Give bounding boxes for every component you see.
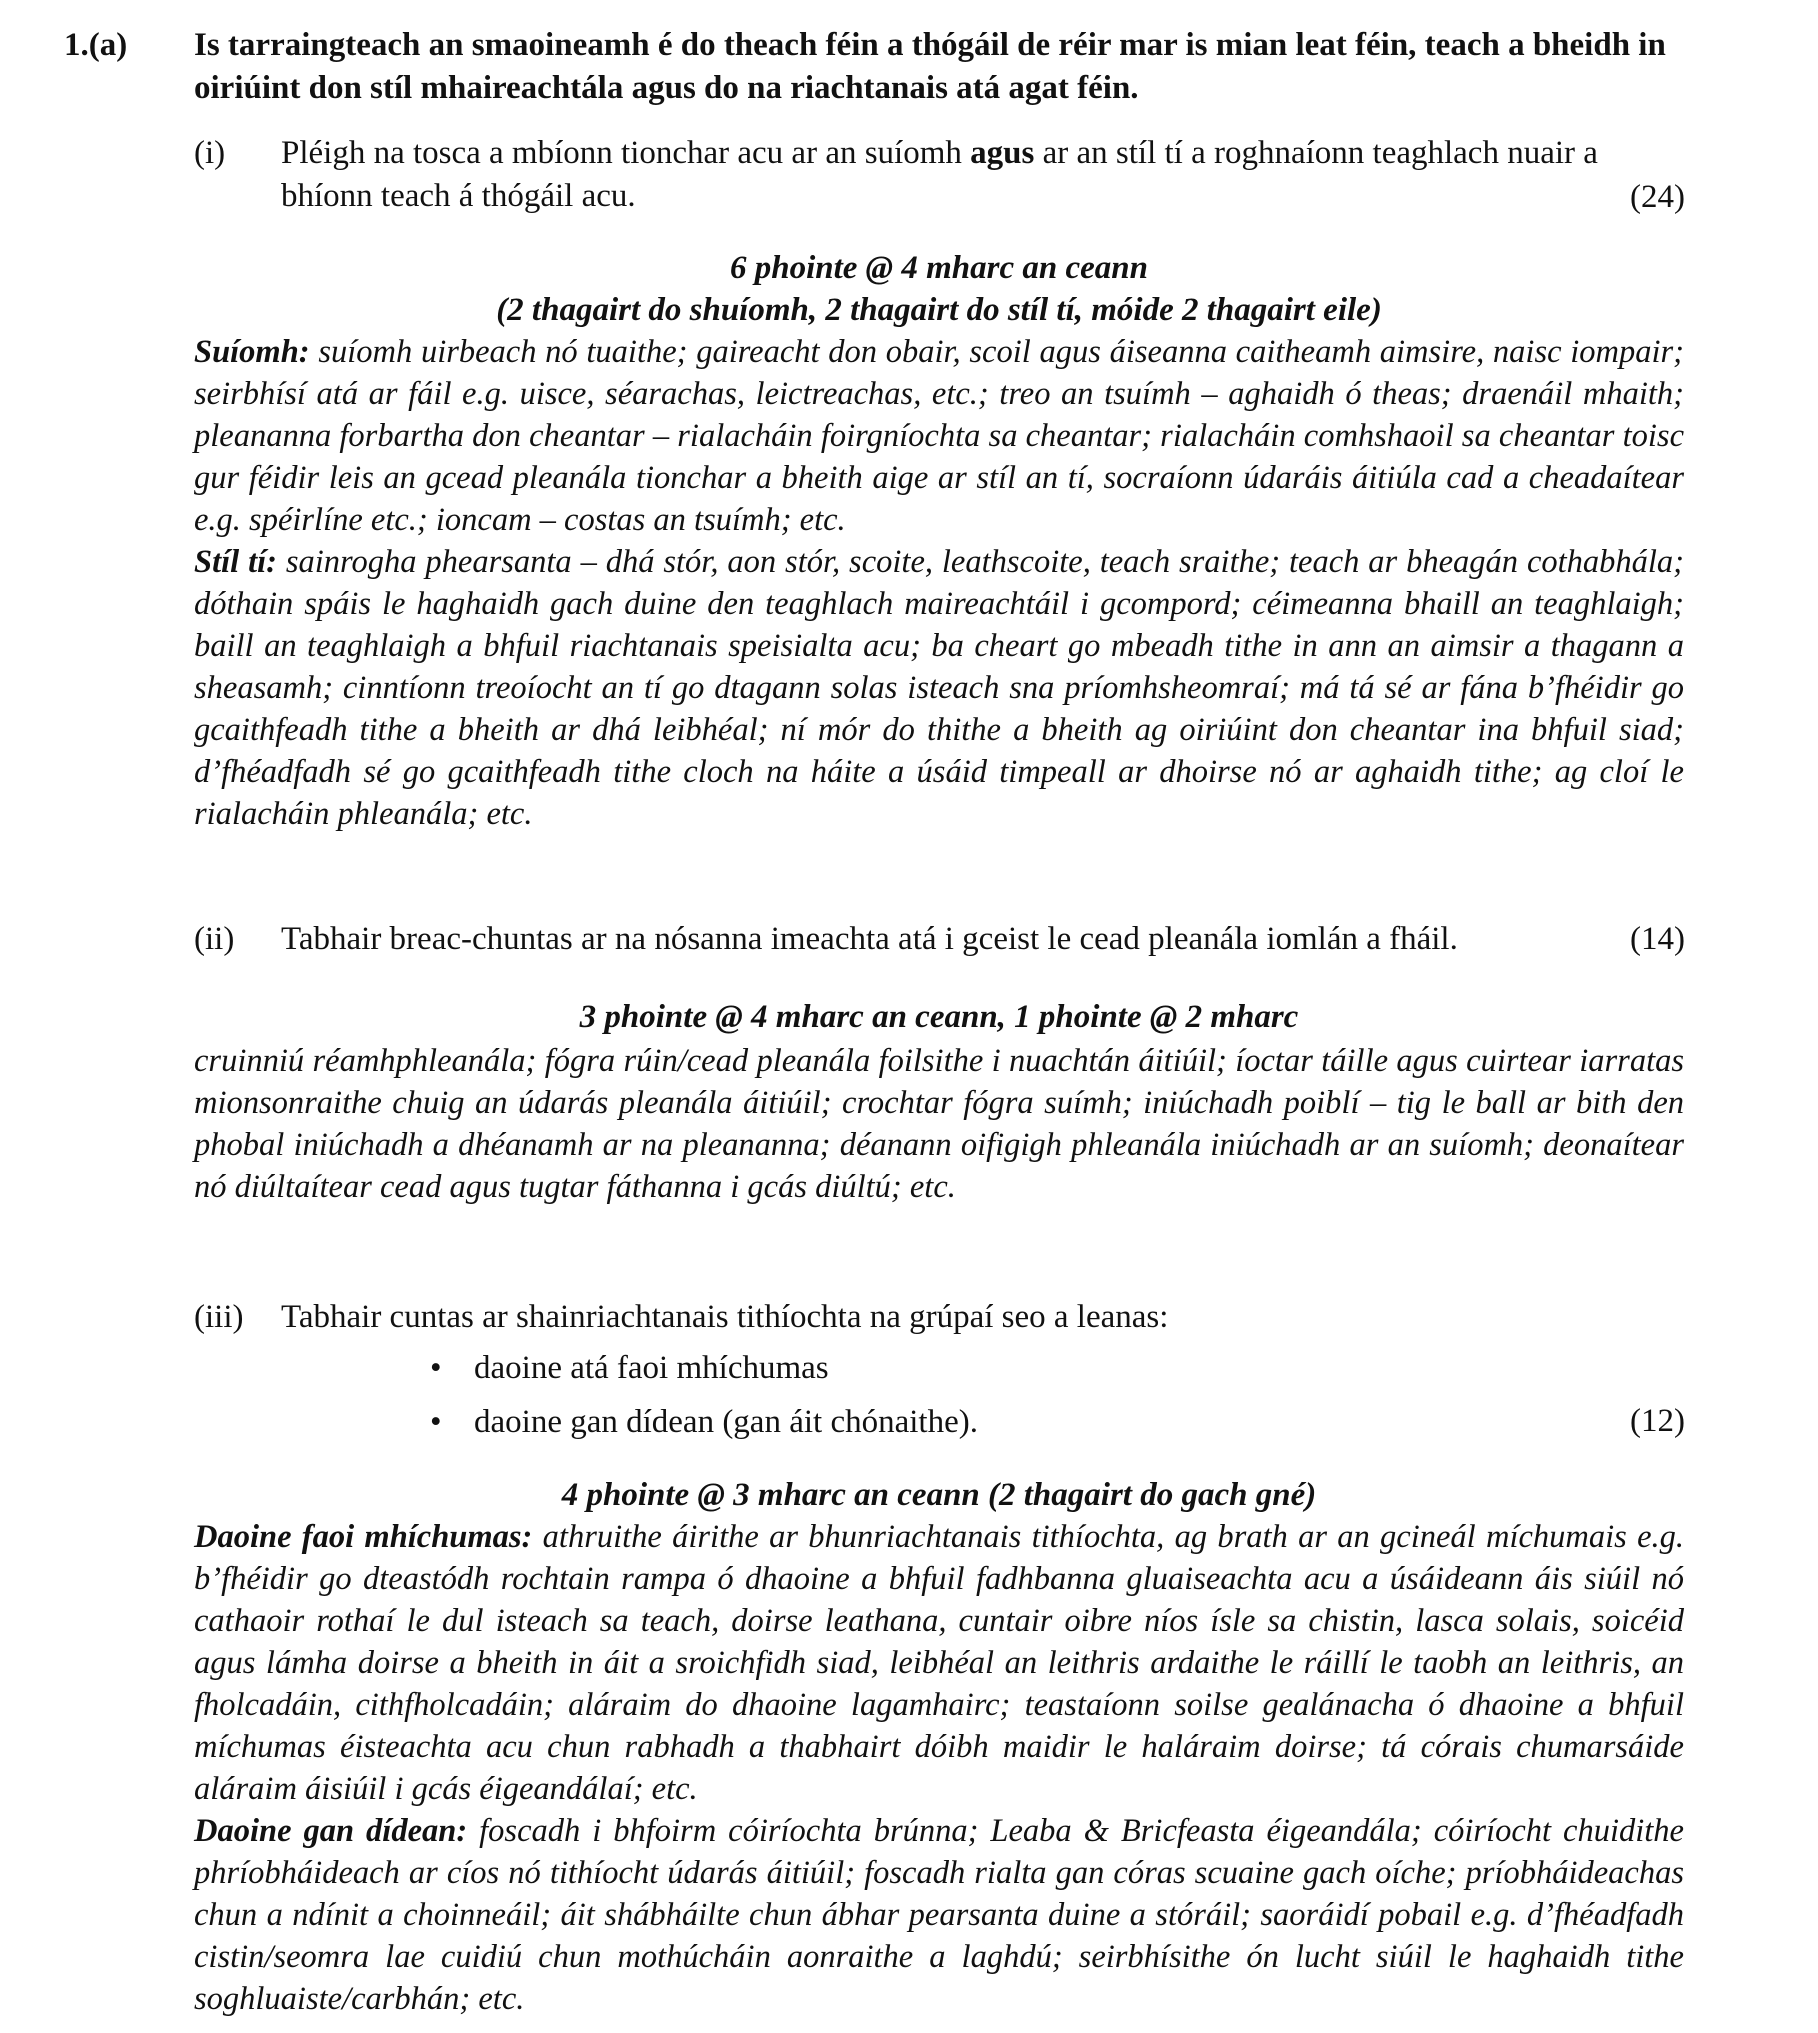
style-text: sainrogha phearsanta – dhá stór, aon stór, scoite, leathscoite, teach sraithe; teach ar bheagán cothabhála; dóthain spáis le haghaidh gach duine den teaghlach maireachtáil i gcompord; céimeanna bhaill an teaghlaigh; baill an teaghlaigh a bhfuil riachtanais speisialta acu; ba cheart go mbeadh tithe in ann an aimsir a thagann a sheasamh; cinntíonn treoíocht an tí go dtagann solas isteach sna príomhsheomraí; má tá sé ar fána b’fhéidir go gcaithfeadh tithe a bheith ar dhá leibhéal; ní mór do thithe a bheith ag oiriúint don cheantar ina bhfuil siad; d’fhéadfadh sé go gcaithfeadh tithe cloch na háite a úsáid timpeall ar dhoirse nó ar aghaidh tithe; ag cloí le rialacháin phleanála; etc. [194,544,1685,832]
part-ii-answer: cruinniú réamhphleanála; fógra rúin/cead pleanála foilsithe i nuachtán áitiúil; íoctar táille agus cuirtear iarratas mionsonraithe chuig an údarás pleanála áitiúil; crochtar fógra suímh; iniúchadh poiblí – tig le ball ar bith den phobal iniúchadh a dhéanamh ar na pleananna; déanann oifigigh phleanála iniúchadh ar an suíomh; deonaítear nó diúltaítear cead agus tugtar fáthanna i gcás diúltú; etc. [194,1043,1684,1205]
part-ii-text: Tabhair breac-chuntas ar na nósanna imeachta atá i gceist le cead pleanála iomlán a fháil. [281,921,1458,957]
homeless-text: foscadh i bhfoirm cóiríochta brúnna; Leaba & Bricfeasta éigeandála; cóiríocht chuidithe phríobháideach ar cíos nó tithíocht údarás áitiúil; foscadh rialta gan córas scuaine gach oíche; príobháideachas chun a ndínit a choinneáil; áit shábháilte chun ábhar pearsanta duine a stóráil; saoráidí pobail e.g. d’fhéadfadh cistin/seomra lae cuidiú chun mothúcháin aonraithe a laghdú; seirbhísithe ón lucht siúil le haghaidh tithe soghluaiste/carbhán; etc. [194,1813,1684,2017]
site-text: suíomh uirbeach nó tuaithe; gaireacht don obair, scoil agus áiseanna caitheamh aimsire, naisc iompair; seirbhísí atá ar fáil e.g. uisce, séarachas, leictreachas, etc.; treo an tsuímh – aghaidh ó theas; draenáil mhaith; pleananna forbartha don cheantar – rialacháin foirgníochta sa cheantar; rialacháin comhshaoil sa cheantar toisc gur féidir leis an gcead pleanála tionchar a bheith aige ar stíl an tí, socraíonn údaráis áitiúla cad a cheadaítear e.g. spéirlíne etc.; ioncam – costas an tsuímh; etc. [194,334,1684,538]
style-label: Stíl tí: [194,544,277,580]
part-i-marks: (24) [1630,179,1685,215]
homeless-label: Daoine gan dídean: [194,1813,468,1849]
part-iii-answer [194,1516,1684,2020]
bullet-item: • daoine gan dídean (gan áit chónaithe). [420,1395,978,1449]
part-i-text-end: ar an stíl tí a roghnaíonn teaghlach nuair a bhíonn teach á thógáil acu. [281,135,1598,214]
part-iii-text: Tabhair cuntas ar shainriachtanais tithíochta na grúpaí seo a leanas: [281,1299,1169,1335]
part-i-scheme-line2: (2 thagairt do shuíomh, 2 thagairt do stíl tí, móide 2 thagairt eile) [496,292,1382,328]
site-label: Suíomh: [194,334,310,370]
disabled-text: athruithe áirithe ar bhunriachtanais tithíochta, ag brath ar an gcineál míchumais e.g. b’fhéidir go dteastódh rochtain rampa ó dhaoine a bhfuil fadhbanna gluaiseachta acu a úsáideann áis siúil nó cathaoir rothaí le dul isteach sa teach, doirse leathana, cuntair oibre níos ísle sa chistin, lasca solais, soicéid agus lámha doirse a bheith in áit a sroichfidh siad, leibhéal an leithris ardaithe le ráillí le taobh an leithris, an fholcadáin, cithfholcadáin; aláraim do dhaoine lagamhairc; teastaíonn soilse gealánacha ó dhaoine a bhfuil míchumas éisteachta acu chun rabhadh a thabhairt dóibh maidir le haláraim doirse; tá córais chumarsáide aláraim áisiúil i gcás éigeandálaí; etc. [194,1519,1685,1807]
part-ii-marks: (14) [1630,921,1685,957]
part-i-scheme-line1: 6 phointe @ 4 mharc an ceann [729,250,1148,286]
part-iii-bullet-list [420,1341,978,1449]
part-iii-marks: (12) [1630,1403,1685,1439]
part-ii-scheme: 3 phointe @ 4 mharc an ceann, 1 phointe @ 2 mharc [579,999,1299,1035]
part-i-answer [194,331,1684,835]
question-number: 1.(a) [64,27,128,63]
part-i-text [281,132,1681,218]
question-text: Is tarraingteach an smaoineamh é do theach féin a thógáil de réir mar is mian leat féin, teach a bheidh in oiriúint don stíl mhaireachtála agus do na riachtanais atá agat féin. [194,27,1666,106]
disabled-label: Daoine faoi mhíchumas: [194,1519,533,1555]
part-iii-scheme: 4 phointe @ 3 mharc an ceann (2 thagairt do gach gné) [561,1477,1317,1513]
bullet-item: • daoine atá faoi mhíchumas [420,1341,978,1395]
part-i-text-bold: agus [970,135,1035,171]
part-i-text-start: Pléigh na tosca a mbíonn tionchar acu ar an suíomh [281,135,971,171]
part-iii-label: (iii) [194,1299,244,1335]
part-i-label: (i) [194,135,226,171]
part-ii-label: (ii) [194,921,235,957]
